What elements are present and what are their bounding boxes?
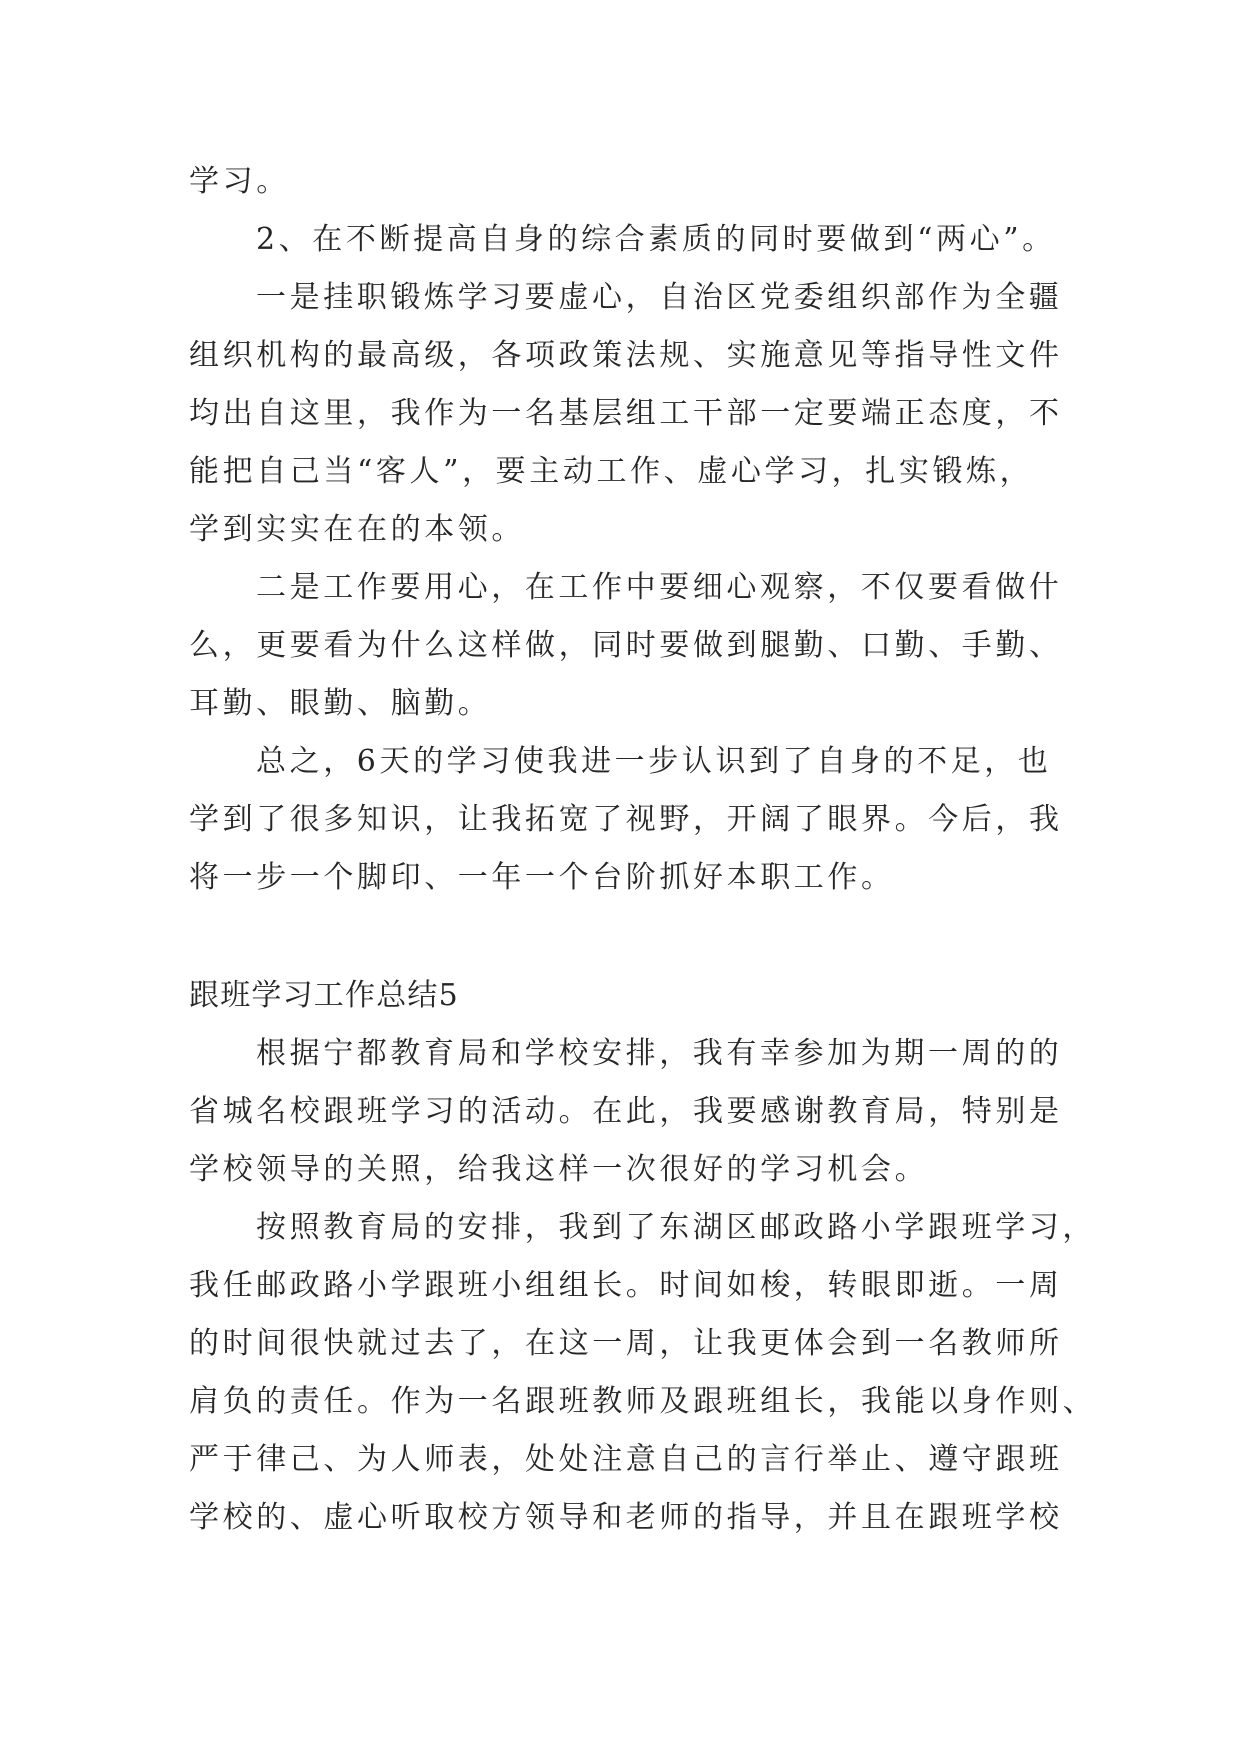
paragraph-line: 省城名校跟班学习的活动。在此，我要感谢教育局，特别是 xyxy=(189,1094,1063,1129)
paragraph-line: 将一步一个脚印、一年一个台阶抓好本职工作。 xyxy=(189,860,895,895)
paragraph-line: 学习。 xyxy=(189,164,290,199)
paragraph-line: 学校领导的关照，给我这样一次很好的学习机会。 xyxy=(189,1152,929,1187)
paragraph-line: 我任邮政路小学跟班小组组长。时间如梭，转眼即逝。一周 xyxy=(189,1268,1063,1303)
paragraph-line: 学校的、虚心听取校方领导和老师的指导，并且在跟班学校 xyxy=(189,1500,1063,1535)
paragraph-line: 学到实实在在的本领。 xyxy=(189,512,525,547)
paragraph-line: 2、在不断提高自身的综合素质的同时要做到“两心”。 xyxy=(256,222,1056,257)
paragraph-line: 组织机构的最高级，各项政策法规、实施意见等指导性文件 xyxy=(189,338,1063,373)
paragraph-line: 总之，6天的学习使我进一步认识到了自身的不足，也 xyxy=(256,744,1052,779)
paragraph-line: 均出自这里，我作为一名基层组工干部一定要端正态度，不 xyxy=(189,396,1063,431)
paragraph-line: 耳勤、眼勤、脑勤。 xyxy=(189,686,492,721)
paragraph-line: 学到了很多知识，让我拓宽了视野，开阔了眼界。今后，我 xyxy=(189,802,1063,837)
paragraph-line: 能把自己当“客人”，要主动工作、虚心学习，扎实锻炼， xyxy=(189,454,1034,489)
paragraph-line: 肩负的责任。作为一名跟班教师及跟班组长，我能以身作则、 xyxy=(189,1384,1097,1419)
paragraph-line: 么，更要看为什么这样做，同时要做到腿勤、口勤、手勤、 xyxy=(189,628,1063,663)
paragraph-line: 的时间很快就过去了，在这一周，让我更体会到一名教师所 xyxy=(189,1326,1063,1361)
paragraph-line: 一是挂职锻炼学习要虚心，自治区党委组织部作为全疆 xyxy=(256,280,1063,315)
paragraph-line: 二是工作要用心，在工作中要细心观察，不仅要看做什 xyxy=(256,570,1063,605)
section-heading: 跟班学习工作总结5 xyxy=(189,978,459,1013)
paragraph-line: 根据宁都教育局和学校安排，我有幸参加为期一周的的 xyxy=(256,1036,1063,1071)
paragraph-line: 按照教育局的安排，我到了东湖区邮政路小学跟班学习， xyxy=(256,1210,1096,1245)
paragraph-line: 严于律己、为人师表，处处注意自己的言行举止、遵守跟班 xyxy=(189,1442,1063,1477)
